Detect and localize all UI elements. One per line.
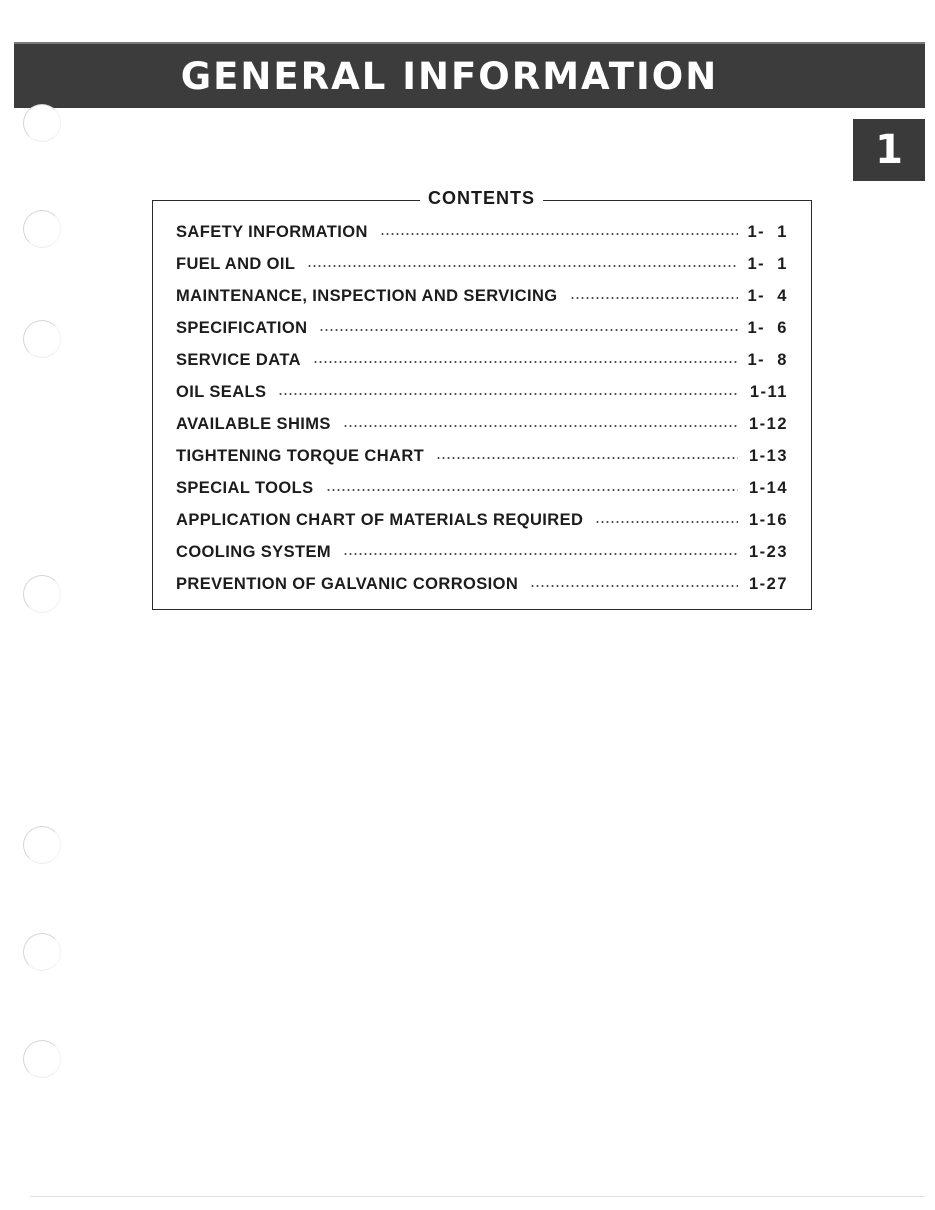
toc-entry-title: SPECIAL TOOLS: [176, 478, 314, 497]
toc-entry-page: 1-14: [748, 478, 788, 497]
binder-hole-icon: [23, 826, 61, 864]
dot-leader: [307, 265, 738, 267]
dot-leader: [595, 521, 738, 523]
toc-entry-application-chart[interactable]: [176, 504, 788, 536]
chapter-title: GENERAL INFORMATION: [180, 54, 719, 98]
toc-entry-page: 1-16: [748, 510, 788, 529]
toc-entry-page: 1- 8: [747, 350, 788, 369]
dot-leader: [436, 457, 738, 459]
toc-entry-title: MAINTENANCE, INSPECTION AND SERVICING: [176, 286, 558, 305]
dot-leader: [570, 297, 739, 299]
binder-hole-icon: [23, 320, 61, 358]
toc-entry-page: 1-27: [748, 574, 788, 593]
toc-entry-safety-information[interactable]: [176, 216, 788, 248]
toc-entry-page: 1-23: [748, 542, 788, 561]
chapter-header-bar: [14, 44, 925, 108]
dot-leader: [380, 233, 738, 235]
toc-entry-fuel-and-oil[interactable]: [176, 248, 788, 280]
toc-entry-service-data[interactable]: [176, 344, 788, 376]
toc-entry-title: SERVICE DATA: [176, 350, 301, 369]
dot-leader: [313, 361, 738, 363]
toc-entry-title: AVAILABLE SHIMS: [176, 414, 331, 433]
toc-entry-special-tools[interactable]: [176, 472, 788, 504]
toc-entry-page: 1-12: [748, 414, 788, 433]
section-tab: [853, 119, 925, 181]
toc-entry-title: FUEL AND OIL: [176, 254, 296, 273]
dot-leader: [343, 553, 738, 555]
table-of-contents: [176, 216, 788, 600]
dot-leader: [278, 393, 738, 395]
toc-entry-title: SPECIFICATION: [176, 318, 308, 337]
binder-hole-icon: [23, 575, 61, 613]
toc-entry-maintenance[interactable]: [176, 280, 788, 312]
toc-entry-galvanic-corrosion[interactable]: [176, 568, 788, 600]
toc-entry-page: 1-11: [749, 382, 788, 401]
toc-entry-title: COOLING SYSTEM: [176, 542, 332, 561]
dot-leader: [343, 425, 738, 427]
dot-leader: [326, 489, 738, 491]
toc-entry-page: 1-13: [748, 446, 788, 465]
dot-leader: [319, 329, 738, 331]
toc-entry-title: PREVENTION OF GALVANIC CORROSION: [176, 574, 519, 593]
section-number: 1: [875, 127, 903, 173]
toc-entry-cooling-system[interactable]: [176, 536, 788, 568]
binder-hole-icon: [23, 933, 61, 971]
toc-entry-tightening-torque-chart[interactable]: [176, 440, 788, 472]
toc-entry-page: 1- 1: [747, 222, 788, 241]
toc-entry-title: TIGHTENING TORQUE CHART: [176, 446, 425, 465]
toc-entry-title: APPLICATION CHART OF MATERIALS REQUIRED: [176, 510, 584, 529]
toc-entry-specification[interactable]: [176, 312, 788, 344]
contents-heading: CONTENTS: [420, 188, 543, 209]
toc-entry-page: 1- 4: [747, 286, 788, 305]
toc-entry-title: OIL SEALS: [176, 382, 267, 401]
page-bottom-rule: [30, 1196, 925, 1197]
binder-hole-icon: [23, 210, 61, 248]
dot-leader: [530, 585, 738, 587]
toc-entry-page: 1- 1: [747, 254, 788, 273]
toc-entry-page: 1- 6: [747, 318, 788, 337]
binder-hole-icon: [23, 104, 61, 142]
binder-hole-icon: [23, 1040, 61, 1078]
toc-entry-oil-seals[interactable]: [176, 376, 788, 408]
toc-entry-available-shims[interactable]: [176, 408, 788, 440]
toc-entry-title: SAFETY INFORMATION: [176, 222, 368, 241]
